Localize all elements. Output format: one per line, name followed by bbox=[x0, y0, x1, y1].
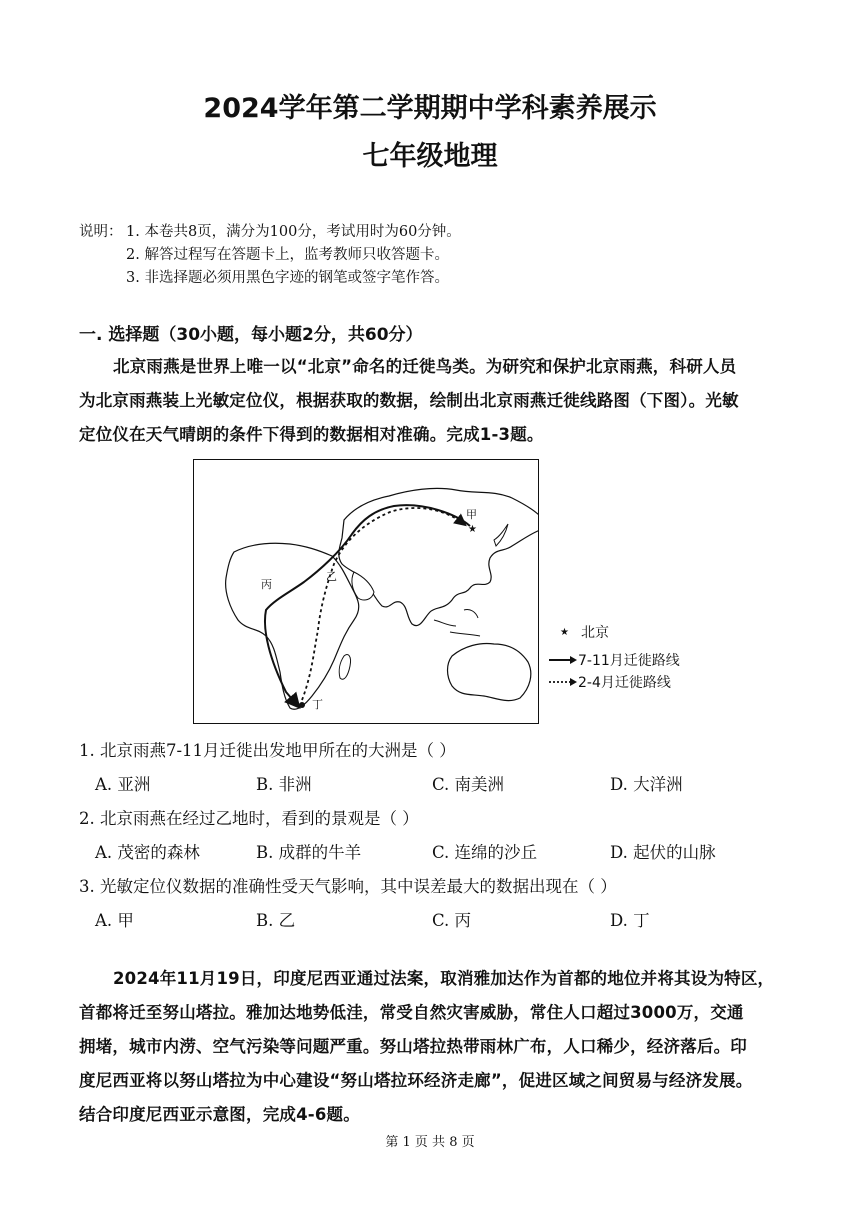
australia-landmass bbox=[448, 644, 531, 701]
legend-beijing bbox=[560, 622, 609, 642]
legend-feb-apr-label: 2-4月迁徙路线 bbox=[578, 675, 671, 691]
passage-1 bbox=[79, 350, 779, 452]
eurasia-landmass bbox=[339, 488, 539, 625]
passage-2-line-3: 拥堵，城市内涝、空气污染等问题严重。努山塔拉热带雨林广布，人口稀少，经济落后。印 bbox=[79, 1037, 747, 1056]
indonesia-islands bbox=[434, 609, 480, 636]
notes-prefix: 说明： bbox=[79, 224, 123, 240]
note-item-2: 2. 解答过程写在答题卡上，监考教师只收答题卡。 bbox=[126, 247, 449, 263]
question-1-option-a[interactable]: A. 亚洲 bbox=[95, 775, 151, 794]
question-3-option-c[interactable]: C. 丙 bbox=[432, 911, 472, 930]
passage-2-line-2: 首都将迁至努山塔拉。雅加达地势低洼，常受自然灾害威胁，常住人口超过3000万，交通 bbox=[79, 1003, 744, 1022]
dotted-arrow-icon bbox=[548, 676, 578, 688]
legend-route-feb-apr bbox=[548, 672, 671, 692]
beijing-star-icon: ★ bbox=[468, 524, 477, 535]
question-1-option-c[interactable]: C. 南美洲 bbox=[432, 775, 505, 794]
madagascar-landmass bbox=[339, 654, 350, 679]
legend-star-icon: ★ bbox=[560, 626, 569, 638]
question-1-option-d[interactable]: D. 大洋洲 bbox=[610, 775, 683, 794]
question-3-option-d[interactable]: D. 丁 bbox=[610, 911, 650, 930]
question-2-option-c[interactable]: C. 连绵的沙丘 bbox=[432, 843, 538, 862]
question-3-stem: 3. 光敏定位仪数据的准确性受天气影响，其中误差最大的数据出现在（ ） bbox=[79, 877, 617, 896]
world-map-graphic bbox=[194, 460, 539, 724]
label-jia: 甲 bbox=[466, 508, 477, 521]
question-2-option-a[interactable]: A. 茂密的森林 bbox=[95, 843, 200, 862]
passage-2 bbox=[79, 962, 779, 1132]
ding-point bbox=[299, 702, 305, 708]
exam-subtitle: 七年级地理 bbox=[362, 141, 498, 172]
migration-map bbox=[193, 459, 539, 724]
question-2-stem: 2. 北京雨燕在经过乙地时，看到的景观是（ ） bbox=[79, 809, 419, 828]
question-1-stem: 1. 北京雨燕7-11月迁徙出发地甲所在的大洲是（ ） bbox=[79, 741, 456, 760]
passage-2-line-4: 度尼西亚将以努山塔拉为中心建设“努山塔拉环经济走廊”，促进区域之间贸易与经济发展。 bbox=[79, 1071, 753, 1090]
legend-route-jul-nov bbox=[548, 650, 680, 670]
legend-beijing-label: 北京 bbox=[580, 625, 609, 641]
note-item-3: 3. 非选择题必须用黑色字迹的钢笔或签字笔作答。 bbox=[126, 270, 449, 286]
question-2-option-d[interactable]: D. 起伏的山脉 bbox=[610, 843, 716, 862]
question-3-option-b[interactable]: B. 乙 bbox=[256, 911, 296, 930]
section-heading: 一. 选择题（30小题，每小题2分，共60分） bbox=[79, 325, 423, 345]
passage-2-line-5: 结合印度尼西亚示意图，完成4-6题。 bbox=[79, 1105, 360, 1124]
question-3-option-a[interactable]: A. 甲 bbox=[95, 911, 134, 930]
page-footer: 第 1 页 共 8 页 bbox=[385, 1135, 475, 1150]
label-ding: 丁 bbox=[312, 698, 323, 711]
note-item-1: 1. 本卷共8页，满分为100分，考试用时为60分钟。 bbox=[126, 224, 461, 240]
passage-2-line-1: 2024年11月19日，印度尼西亚通过法案，取消雅加达作为首都的地位并将其设为特区， bbox=[113, 969, 775, 988]
map-legend bbox=[548, 622, 768, 702]
passage-1-line-3: 定位仪在天气晴朗的条件下得到的数据相对准确。完成1-3题。 bbox=[79, 425, 544, 444]
label-bing: 丙 bbox=[261, 578, 272, 591]
africa-landmass bbox=[226, 543, 359, 709]
question-2-option-b[interactable]: B. 成群的牛羊 bbox=[256, 843, 362, 862]
label-yi: 乙 bbox=[326, 570, 337, 583]
exam-title: 2024学年第二学期期中学科素养展示 bbox=[203, 93, 657, 124]
legend-jul-nov-label: 7-11月迁徙路线 bbox=[578, 653, 680, 669]
passage-1-line-1: 北京雨燕是世界上唯一以“北京”命名的迁徙鸟类。为研究和保护北京雨燕，科研人员 bbox=[113, 357, 737, 376]
passage-1-line-2: 为北京雨燕装上光敏定位仪，根据获取的数据，绘制出北京雨燕迁徙线路图（下图）。光敏 bbox=[79, 391, 739, 410]
solid-arrow-icon bbox=[548, 654, 578, 666]
question-1-option-b[interactable]: B. 非洲 bbox=[256, 775, 312, 794]
